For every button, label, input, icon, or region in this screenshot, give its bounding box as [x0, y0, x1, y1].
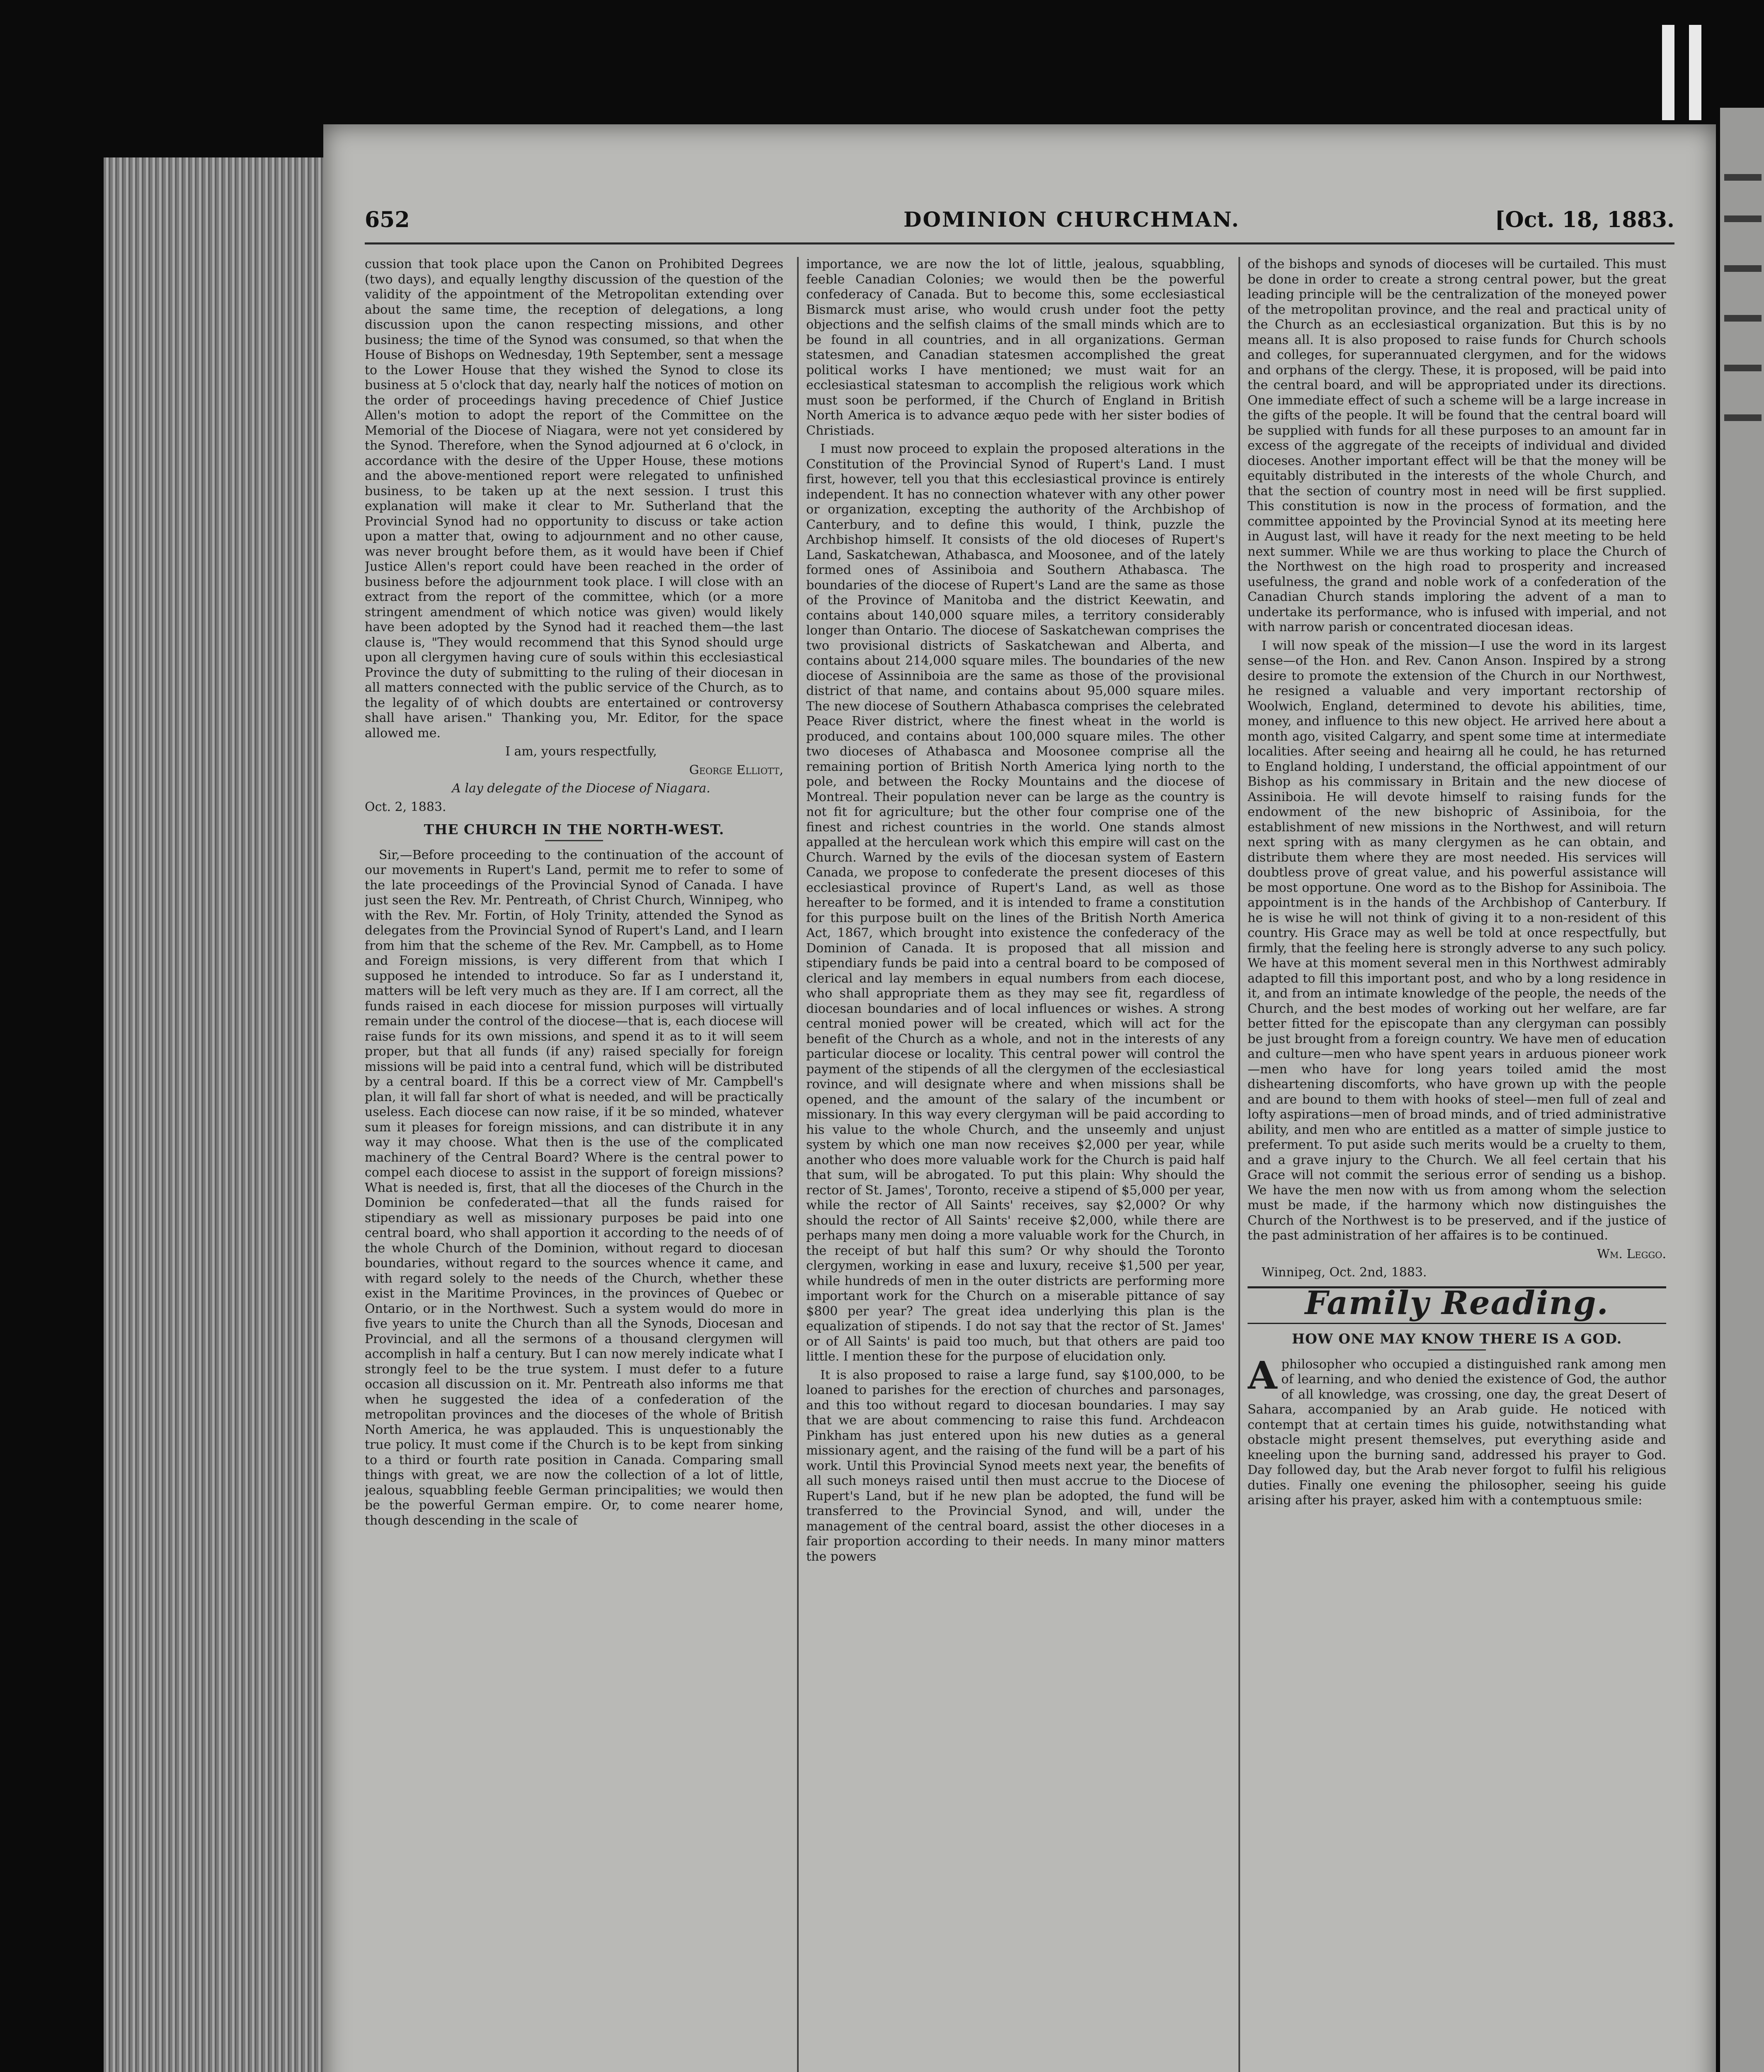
header-rule — [365, 242, 1674, 244]
letter-signature: Wm. Leggo. — [1597, 1247, 1666, 1261]
signature-title: A lay delegate of the Diocese of Niagara. — [452, 781, 710, 796]
article-paragraph: I must now proceed to explain the proposed alterations in the Constitution of the Provincial Synod of Rupert's Land. I must first, however, tell you that this ecclesiastical province is entirely independent. It has no connection whatever with any other power or organization, excepting the authority of the Archbishop of Canterbury, and to define this would, I think, puzzle the Archbishop himself. It consists of the old dioceses of Rupert's Land, Saskatchewan, Athabasca, and Moosonee, and of the lately formed ones of Assiniboia and Southern Athabasca. The boundaries of the diocese of Rupert's Land are the same as those of the Province of Manitoba and the district Keewatin, and contains about 140,000 square miles, a territory considerably longer than Ontario. The diocese of Saskatchewan comprises the two provisional districts of Saskatchewan and Alberta, and contains about 214,000 square miles. The boundaries of the new diocese of Assinniboia are the same as those of the provisional district of that name, and contains about 95,000 square miles. The new diocese of Southern Athabasca comprises the celebrated Peace River district, where the finest wheat in the world is produced, and contains about 100,000 square miles. The other two dioceses of Athabasca and Moosonee comprise all the remaining portion of British North America lying north to the pole, and between the Rocky Mountains and the diocese of Montreal. Their population never can be large as the country is not fit for agriculture; but the other four comprise one of the finest and richest countries in the world. One stands almost appalled at the herculean work which this empire will cast on the Church. Warned by the evils of the diocesan system of Eastern Canada, we propose to confederate the present dioceses of this ecclesiastical province of Rupert's Land, as well as those hereafter to be formed, and it is intended to frame a constitution for this purpose built on the lines of the British North America Act, 1867, which brought into existence the confederacy of the Dominion of Canada. It is proposed that all mission and stipendiary funds be paid into a central board to be composed of clerical and lay members in equal numbers from each diocese, who shall appropriate them as they may see fit, regardless of diocesan boundaries and of local influences or wishes. A strong central monied power will be created, which will act for the benefit of the Church as a whole, and not in the interests of any particular diocese or locality. This central power will control the payment of the stipends of all the clergymen of the ecclesiastical rovince, and will designate where and when missions shall be opened, and the amount of the salary of the incumbent or missionary. In this way every clergyman will be paid according to his value to the whole Church, and the unseemly and unjust system by which one man now receives $2,000 per year, while another who does more valuable work for the Church is paid half that sum, will be abrogated. To put this plain: Why should the rector of St. James', Toronto, receive a stipend of $5,000 per year, while the rector of All Saints' receives, say $2,000? Or why should the rector of All Saints' receive $2,000, while there are perhaps many men doing a more valuable work for the Church, in the receipt of but half this sum? Or why should the Toronto clergymen, working in ease and luxury, receive $1,500 per year, while hundreds of men in the outer districts are performing more important work for the Church on a miserable pittance of say $800 per year? The great idea underlying this plan is the equalization of stipends. I do not say that the rector of St. James' or of All Saints' is paid too much, but that others are paid too little. I mention these for the purpose of elucidation only. — [806, 442, 1225, 1364]
drop-cap: A — [1248, 1353, 1277, 1398]
letter-dateline: Oct. 2, 1883. — [365, 799, 446, 814]
letter-dateline: Winnipeg, Oct. 2nd, 1883. — [1262, 1265, 1427, 1280]
column-1 — [365, 257, 783, 2072]
facing-page-text-line — [1724, 215, 1762, 222]
facing-page-text-line — [1724, 174, 1762, 181]
article-paragraph: cussion that took place upon the Canon on Prohibited Degrees (two days), and equally lengthy discussion of the question of the validity of the appointment of the Metropolitan extending over about the same time, the reception of delegations, a long discussion upon the canon respecting missions, and other business; the time of the Synod was consumed, so that when the House of Bishops on Wednesday, 19th September, sent a message to the Lower House that they wished the Synod to close its business at 5 o'clock that day, nearly half the notices of motion on the order of proceedings having precedence of Chief Justice Allen's motion to adopt the report of the Committee on the Memorial of the Diocese of Niagara, were not yet considered by the Synod. Therefore, when the Synod adjourned at 6 o'clock, in accordance with the desire of the Upper House, these motions and the above-mentioned report were relegated to unfinished business, to be taken up at the next session. I trust this explanation will make it clear to Mr. Sutherland that the Provincial Synod had no opportunity to discuss or take action upon a matter that, owing to adjournment and no other cause, was never brought before them, as it would have been if Chief Justice Allen's report could have been reached in the order of business before the adjournment took place. I will close with an extract from the report of the committee, which (or a more stringent amendment of which notice was given) would likely have been adopted by the Synod had it reached them—the last clause is, "They would recommend that this Synod should urge upon all clergymen having cure of souls within this ecclesiastical Province the duty of submitting to the ruling of their diocesan in all matters connected with the public service of the Church, as to the legality of of which doubts are entertained or controversy shall have arisen." Thanking you, Mr. Editor, for the space allowed me. — [365, 257, 783, 741]
column-2 — [806, 257, 1225, 2072]
article-paragraph: Sir,—Before proceeding to the continuation of the account of our movements in Rupert's Land, permit me to refer to some of the late proceedings of the Provincial Synod of Canada. I have just seen the Rev. Mr. Pentreath, of Christ Church, Winnipeg, who with the Rev. Mr. Fortin, of Holy Trinity, attended the Synod as delegates from the Provincial Synod of Rupert's Land, and I learn from him that the scheme of the Rev. Mr. Campbell, as to Home and Foreign missions, is very different from that which I supposed he intended to introduce. So far as I understand it, matters will be left very much as they are. If I am correct, all the funds raised in each diocese for mission purposes will virtually remain under the control of the diocese—that is, each diocese will raise funds for its own missions, and spend it as to it will seem proper, but that all funds (if any) raised specially for foreign missions will be paid into a central fund, which will be distributed by a central board. If this be a correct view of Mr. Campbell's plan, it will fall far short of what is needed, and will be practically useless. Each diocese can now raise, if it be so minded, whatever sum it pleases for foreign missions, and can distribute it in any way it may choose. What then is the use of the complicated machinery of the Central Board? Where is the central power to compel each diocese to assist in the support of foreign missions? What is needed is, first, that all the dioceses of the Church in the Dominion be confederated—that all the funds raised for stipendiary as well as missionary purposes be paid into one central board, who shall apportion it according to the needs of of the whole Church of the Dominion, without regard to diocesan boundaries, without regard to the sources whence it came, and with regard solely to the needs of the Church, whether these exist in the Maritime Provinces, in the provinces of Quebec or Ontario, or in the Northwest. Such a system would do more in five years to unite the Church than all the Synods, Diocesan and Provincial, and all the sermons of a thousand clergymen will accomplish in half a century. But I can now merely indicate what I strongly feel to be the true system. I must defer to a future occasion all discussion on it. Mr. Pentreath also informs me that when he suggested the idea of a confederation of the metropolitan provinces and the dioceses of the whole of British North America, he was applauded. This is unquestionably the true policy. It must come if the Church is to be kept from sinking to a third or fourth rate position in Canada. Comparing small things with great, we are now the collection of a lot of little, jealous, squabbling feeble German principalities; we would then be the powerful German empire. Or, to come nearer home, though descending in the scale of — [365, 847, 783, 1528]
article-text: philosopher who occupied a distinguished rank among men of learning, and who denied the existence of God, the author of all knowledge, was crossing, one day, the great Desert of Sahara, accompanied by an Arab guide. He noticed with contempt that at certain times his guide, notwithstanding what obstacle might present themselves, put everything aside and kneeling upon the burning sand, addressed his prayer to God. Day followed day, but the Arab never forgot to fulfil his religious duties. Finally one evening the philosopher, seeing his guide arising after his prayer, asked him with a contemptuous smile: — [1248, 1357, 1666, 1508]
article-paragraph: I will now speak of the mission—I use the word in its largest sense—of the Hon. and Rev. Canon Anson. Inspired by a strong desire to promote the extension of the Church in our Northwest, he resigned a valuable and very important rectorship of Woolwich, England, determined to devote his abilities, time, money, and influence to this new object. He arrived here about a month ago, visited Calgarry, and spent some time at intermediate localities. After seeing and heairng all he could, he has returned to England holding, I understand, the official appointment of our Bishop as his commissary in Britain and the new diocese of Assiniboia. He will devote himself to raising funds for the endowment of the new bishopric of Assiniboia, for the establishment of new missions in the Northwest, and will return next spring with as many clergymen as he can obtain, and distribute them where they are most needed. His services will doubtless prove of great value, and his powerful assistance will be most opportune. One word as to the Bishop for Assiniboia. The appointment is in the hands of the Archbishop of Canterbury. If he is wise he will not think of giving it to a non-resident of this country. His Grace may as well be told at once respectfully, but firmly, that the feeling here is strongly adverse to any such policy. We have at this moment several men in this Northwest admirably adapted to fill this important post, and who by a long residence in it, and from an intimate knowledge of the people, the needs of the Church, and the best modes of working out her welfare, are far better fitted for the episcopate than any clergyman can possibly be just brought from a foreign country. We have men of education and culture—men who have spent years in arduous pioneer work—men who have for long years toiled amid the most disheartening discomforts, who have grown up with the people and are bound to them with hooks of steel—men full of zeal and lofty aspirations—men of broad minds, and of tried administrative ability, and men who are entitled as a matter of simple justice to preferment. To put aside such merits would be a cruelty to them, and a grave injury to the Church. We all feel certain that his Grace will not commit the serious error of sending us a bishop. We have the men now with us from among whom the selection must be made, if the harmony which now distinguishes the Church of the Northwest is to be preserved, and if the justice of the past administration of her affaires is to be continued. — [1248, 638, 1666, 1243]
facing-page-sliver — [1720, 108, 1764, 2072]
column-3 — [1248, 257, 1666, 2072]
article-paragraph: of the bishops and synods of dioceses will be curtailed. This must be done in order to create a strong central power, but the great leading principle will be the centralization of the moneyed power of the metropolitan province, and the real and practical unity of the Church as an ecclesiastical organization. But this is by no means all. It is also proposed to raise funds for Church schools and colleges, for superannuated clergymen, and for the widows and orphans of the clergy. These, it is proposed, will be paid into the central board, and will be appropriated under its directions. One immediate effect of such a scheme will be a large increase in the gifts of the people. It will be found that the central board will be supplied with funds for all these purposes to an amount far in excess of the aggregate of the receipts of individual and divided dioceses. Another important effect will be that the money will be equitably distributed in the interests of the whole Church, and that the section of country most in need will be first supplied. This constitution is now in the process of formation, and the committee appointed by the Provincial Synod at its meeting here in August last, will have it ready for the next meeting to be held next summer. While we are thus working to place the Church of the Northwest on the high road to prosperity and increased usefulness, the grand and noble work of a confederation of the Canadian Church stands imploring the advent of a man to undertake its performance, who is infused with imperial, and not with narrow parish or concentrated diocesan ideas. — [1248, 257, 1666, 634]
book-page-edges — [104, 157, 336, 2072]
film-edge-mark — [1689, 25, 1701, 120]
column-rule — [797, 257, 799, 2072]
film-edge-mark — [1662, 25, 1674, 120]
section-banner — [1248, 1286, 1666, 1324]
facing-page-text-line — [1724, 414, 1762, 421]
facing-page-text-line — [1724, 265, 1762, 272]
letter-closing: I am, yours respectfully, — [505, 744, 657, 759]
column-rule — [1238, 257, 1240, 2072]
article-heading: HOW ONE MAY KNOW THERE IS A GOD. — [1292, 1331, 1622, 1347]
article-paragraph — [1248, 1353, 1666, 1508]
heading-rule — [1428, 1349, 1486, 1351]
facing-page-text-line — [1724, 365, 1762, 371]
page-number: 652 — [365, 207, 410, 232]
letter-signature: George Elliott, — [689, 762, 783, 777]
article-heading: THE CHURCH IN THE NORTH-WEST. — [424, 821, 724, 838]
article-paragraph: It is also proposed to raise a large fund, say $100,000, to be loaned to parishes for the erection of churches and parsonages, and this too without regard to diocesan boundaries. I may say that we are about commencing to raise this fund. Archdeacon Pinkham has just entered upon his new duties as a general missionary agent, and the raising of the fund will be a part of his work. Until this Provincial Synod meets next year, the benefits of all such moneys raised until then must accrue to the Diocese of Rupert's Land, but if he new plan be adopted, the fund will be transferred to the Provincial Synod, and will, under the management of the central board, assist the other dioceses in a fair proportion according to their needs. In many minor matters the powers — [806, 1368, 1225, 1564]
masthead: DOMINION CHURCHMAN. — [904, 207, 1240, 232]
page-header — [365, 207, 1674, 236]
article-paragraph: importance, we are now the lot of little, jealous, squabbling, feeble Canadian Colonies; we would then be the powerful confederacy of Canada. But to become this, some ecclesiastical Bismarck must arise, who would crush under foot the petty objections and the selfish claims of the small minds which are to be found in all countries, and in all organizations. German statesmen, and Canadian statesmen accomplished the great political works I have mentioned; we must wait for an ecclesiastical statesman to accomplish the religious work which must soon be performed, if the Church of England in British North America is to advance æquo pede with her sister bodies of Christiads. — [806, 257, 1225, 438]
issue-date: [Oct. 18, 1883. — [1495, 207, 1674, 232]
facing-page-text-line — [1724, 315, 1762, 322]
heading-rule — [545, 840, 603, 841]
section-title: Family Reading. — [1305, 1284, 1609, 1322]
